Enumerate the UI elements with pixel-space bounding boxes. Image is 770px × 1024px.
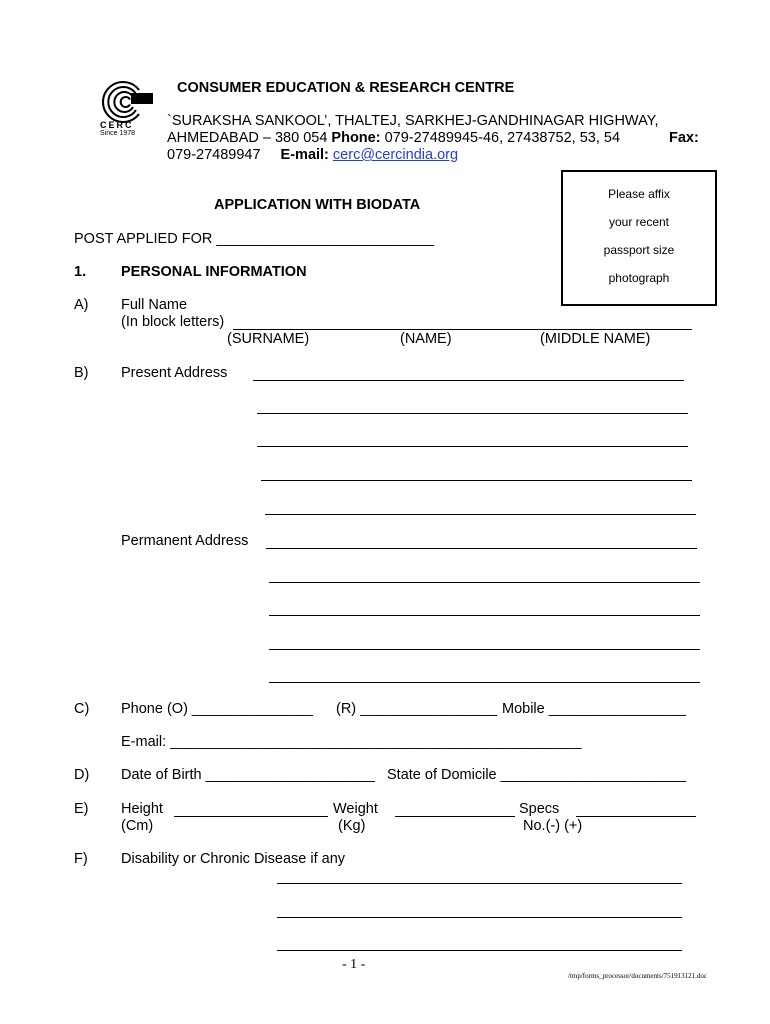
mobile-field[interactable]: Mobile _________________ xyxy=(502,701,686,717)
disability-line-3[interactable] xyxy=(277,935,682,951)
email-label: E-mail: xyxy=(280,147,329,163)
item-d-letter: D) xyxy=(74,767,90,783)
permanent-address-line-4[interactable] xyxy=(269,634,700,650)
address-line-2 xyxy=(167,130,620,146)
disability-label: Disability or Chronic Disease if any xyxy=(121,851,346,867)
logo-since: Since 1978 xyxy=(100,130,136,137)
photo-box-line-2: your recent xyxy=(608,215,670,229)
present-address-line-5[interactable] xyxy=(265,499,696,515)
permanent-address-line-2[interactable] xyxy=(269,567,700,583)
item-b-letter: B) xyxy=(74,365,89,381)
present-address-label: Present Address xyxy=(121,365,228,381)
height-unit: (Cm) xyxy=(121,818,154,834)
page-number: - 1 - xyxy=(342,957,366,972)
present-address-line-2[interactable] xyxy=(257,398,688,414)
address-city: AHMEDABAD – 380 054 xyxy=(167,130,332,146)
item-a-letter: A) xyxy=(74,297,89,313)
full-name-label: Full Name xyxy=(121,297,188,313)
permanent-address-label: Permanent Address xyxy=(121,533,249,549)
block-letters-label: (In block letters) xyxy=(121,314,225,330)
weight-input[interactable] xyxy=(395,801,515,817)
address-line-3 xyxy=(167,147,458,163)
height-label: Height xyxy=(121,801,163,817)
logo-text: CERC xyxy=(100,120,134,130)
specs-input[interactable] xyxy=(576,801,696,817)
specs-label: Specs xyxy=(519,801,560,817)
permanent-address-line-3[interactable] xyxy=(269,600,700,616)
item-e-letter: E) xyxy=(74,801,89,817)
post-applied-for: POST APPLIED FOR ___________________________ xyxy=(74,231,435,247)
middle-name-caption: (MIDDLE NAME) xyxy=(540,331,651,347)
org-name: CONSUMER EDUCATION & RESEARCH CENTRE xyxy=(177,80,515,96)
photo-box-line-1: Please affix xyxy=(608,187,670,201)
surname-caption: (SURNAME) xyxy=(227,331,310,347)
date-of-birth-field[interactable]: Date of Birth _____________________ xyxy=(121,767,375,783)
form-title: APPLICATION WITH BIODATA xyxy=(214,197,421,213)
document-path: /tmp/forms_processor/documents/751913121.doc xyxy=(568,972,708,980)
section-1-title: PERSONAL INFORMATION xyxy=(121,264,307,280)
address-line-1: `SURAKSHA SANKOOL’, THALTEJ, SARKHEJ-GANDHINAGAR HIGHWAY, xyxy=(167,113,659,129)
height-input[interactable] xyxy=(174,801,328,817)
fax-value: 079-27489947 xyxy=(167,147,261,163)
email-field[interactable]: E-mail: ___________________________________________________ xyxy=(121,734,582,750)
item-f-letter: F) xyxy=(74,851,88,867)
cerc-logo xyxy=(95,80,157,140)
phone-value: 079-27489945-46, 27438752, 53, 54 xyxy=(380,130,621,146)
disability-line-1[interactable] xyxy=(277,868,682,884)
state-of-domicile-field[interactable]: State of Domicile _______________________ xyxy=(387,767,687,783)
email-link[interactable]: cerc@cercindia.org xyxy=(332,147,459,163)
phone-label: Phone: xyxy=(331,130,381,146)
phone-office-field[interactable]: Phone (O) _______________ xyxy=(121,701,313,717)
present-address-line-4[interactable] xyxy=(261,465,692,481)
photo-box-line-4: photograph xyxy=(608,271,670,285)
fax-label: Fax: xyxy=(669,130,699,146)
photo-box xyxy=(561,170,717,306)
permanent-address-line-1[interactable] xyxy=(266,533,697,549)
phone-residence-field[interactable]: (R) _________________ xyxy=(336,701,498,717)
item-c-letter: C) xyxy=(74,701,90,717)
permanent-address-line-5[interactable] xyxy=(269,667,700,683)
specs-unit: No.(-) (+) xyxy=(523,818,583,834)
logo-rings-icon xyxy=(95,80,157,124)
full-name-input[interactable] xyxy=(233,314,692,330)
disability-line-2[interactable] xyxy=(277,902,682,918)
weight-unit: (Kg) xyxy=(338,818,366,834)
present-address-line-1[interactable] xyxy=(253,365,684,381)
photo-box-line-3: passport size xyxy=(603,243,675,257)
name-caption: (NAME) xyxy=(400,331,452,347)
weight-label: Weight xyxy=(333,801,378,817)
section-1-number: 1. xyxy=(74,264,87,280)
present-address-line-3[interactable] xyxy=(257,431,688,447)
